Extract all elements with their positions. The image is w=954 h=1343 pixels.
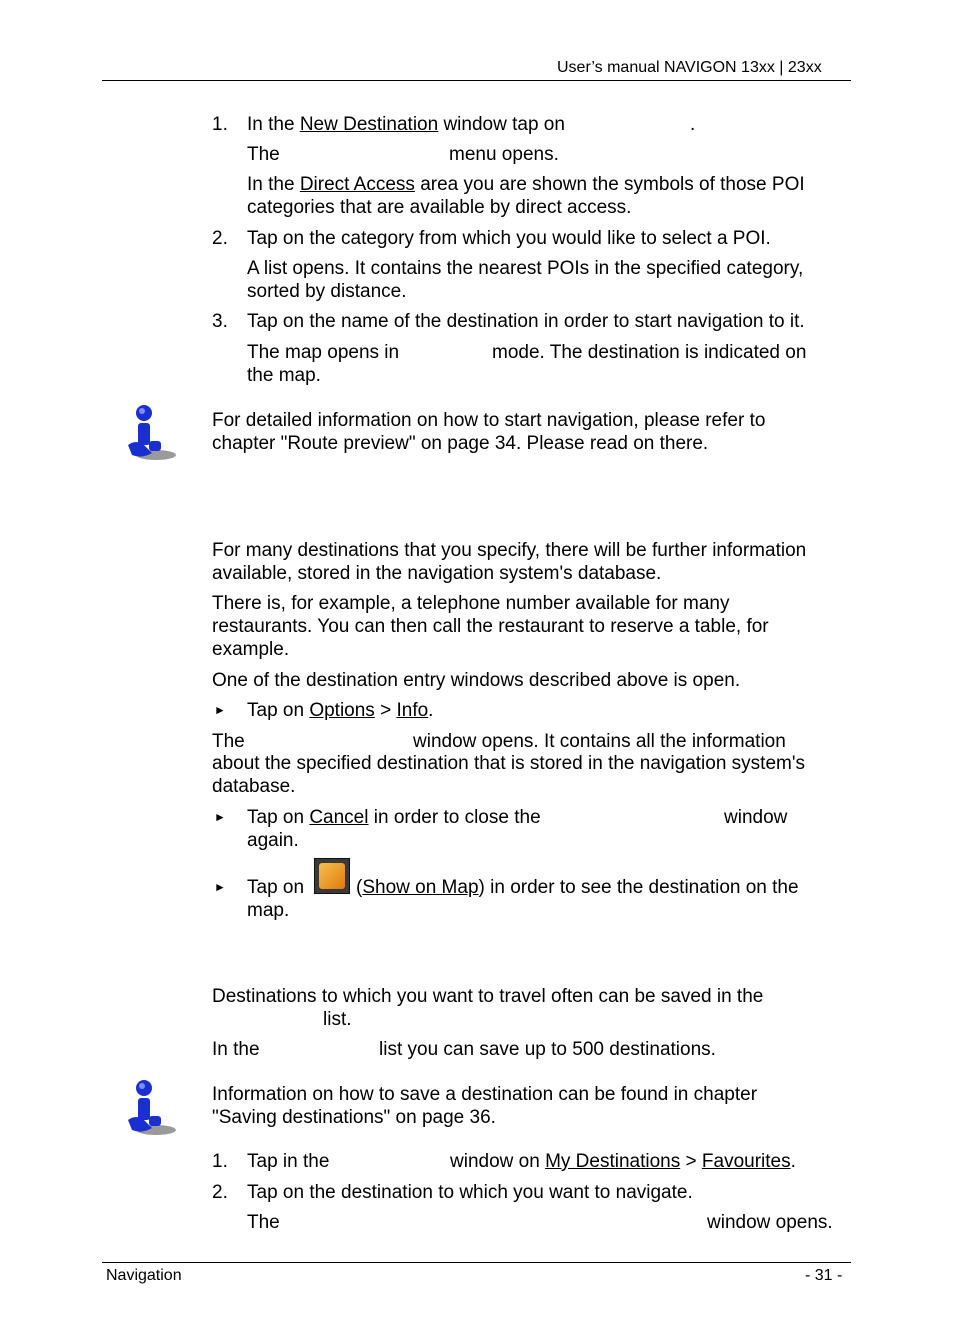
step-result: categories that are available by direct access. [247, 197, 632, 218]
step-text: Tap on the destination to which you want to navigate. [247, 1182, 693, 1203]
paragraph: For many destinations that you specify, there will be further information [212, 540, 807, 561]
bullet-marker: ► [214, 810, 226, 824]
paragraph: restaurants. You can then call the restaurant to reserve a table, for [212, 616, 769, 637]
info-person-icon [122, 403, 178, 461]
bullet-text-end: window [724, 807, 788, 828]
step-text: In the New Destination window tap on [247, 114, 565, 135]
step-result: A list opens. It contains the nearest POIs in the specified category, [247, 258, 804, 279]
bullet-marker: ► [214, 880, 226, 894]
paragraph-end: window opens. It contains all the information [413, 731, 786, 752]
note-text: Information on how to save a destination can be found in chapter [212, 1084, 758, 1105]
bullet-text: Tap on Options > Info. [247, 700, 434, 721]
direct-access-link[interactable]: Direct Access [299, 174, 415, 195]
step-result-end: window opens. [707, 1212, 833, 1233]
paragraph: Destinations to which you want to travel often can be saved in the [212, 986, 764, 1007]
step-number: 2. [212, 228, 228, 249]
step-result: The [247, 1212, 280, 1233]
header-rule [102, 80, 851, 81]
options-link[interactable]: Options [309, 700, 375, 721]
step-number: 2. [212, 1182, 228, 1203]
bullet-text: again. [247, 830, 299, 851]
note-text: For detailed information on how to start navigation, please refer to [212, 410, 766, 431]
step-end: . [690, 114, 696, 135]
cancel-link[interactable]: Cancel [309, 807, 369, 828]
step-number: 1. [212, 114, 228, 135]
footer-rule [102, 1262, 851, 1263]
step-result: In the Direct Access area you are shown the symbols of those POI [247, 174, 805, 195]
step-number: 3. [212, 311, 228, 332]
step-result-end: menu opens. [449, 144, 559, 165]
note-text: chapter "Route preview" on page 34. Please read on there. [212, 433, 709, 454]
header-title: User’s manual NAVIGON 13xx | 23xx [557, 59, 822, 76]
step-result: The [247, 144, 280, 165]
bullet-text: Tap on [247, 877, 305, 898]
step-result: The map opens in [247, 342, 400, 363]
paragraph: list. [323, 1009, 352, 1030]
page-header [557, 59, 822, 77]
info-link[interactable]: Info [396, 700, 429, 721]
show-on-map-link[interactable]: Show on Map [362, 877, 479, 898]
paragraph: One of the destination entry windows described above is open. [212, 670, 741, 691]
paragraph: available, stored in the navigation system's database. [212, 563, 662, 584]
step-text: Tap on the name of the destination in order to start navigation to it. [247, 311, 805, 332]
bullet-text: Tap on Cancel in order to close the [247, 807, 541, 828]
page-number: - 31 - [805, 1267, 843, 1284]
paragraph: In the [212, 1039, 260, 1060]
note-text: "Saving destinations" on page 36. [212, 1107, 496, 1128]
step-result: sorted by distance. [247, 281, 407, 302]
step-text: Tap in the [247, 1151, 330, 1172]
step-number: 1. [212, 1151, 228, 1172]
paragraph: The [212, 731, 245, 752]
show-on-map-icon[interactable] [314, 858, 350, 894]
map-icon-graphic [319, 863, 345, 889]
step-text-end: window on My Destinations > Favourites. [450, 1151, 796, 1172]
info-person-icon [122, 1078, 178, 1136]
bullet-text: map. [247, 900, 290, 921]
my-destinations-link[interactable]: My Destinations [545, 1151, 681, 1172]
step-text: Tap on the category from which you would like to select a POI. [247, 228, 771, 249]
step-result: the map. [247, 365, 321, 386]
step-result-end: mode. The destination is indicated on [492, 342, 807, 363]
new-destination-link[interactable]: New Destination [299, 114, 439, 135]
paragraph: example. [212, 639, 290, 660]
paragraph: There is, for example, a telephone number available for many [212, 593, 730, 614]
bullet-marker: ► [214, 703, 226, 717]
favourites-link[interactable]: Favourites [701, 1151, 791, 1172]
paragraph-end: list you can save up to 500 destinations. [379, 1039, 716, 1060]
footer-section: Navigation [106, 1267, 182, 1284]
paragraph: about the specified destination that is stored in the navigation system's [212, 753, 805, 774]
bullet-text: (Show on Map) in order to see the destination on the [356, 877, 799, 898]
paragraph: database. [212, 776, 296, 797]
